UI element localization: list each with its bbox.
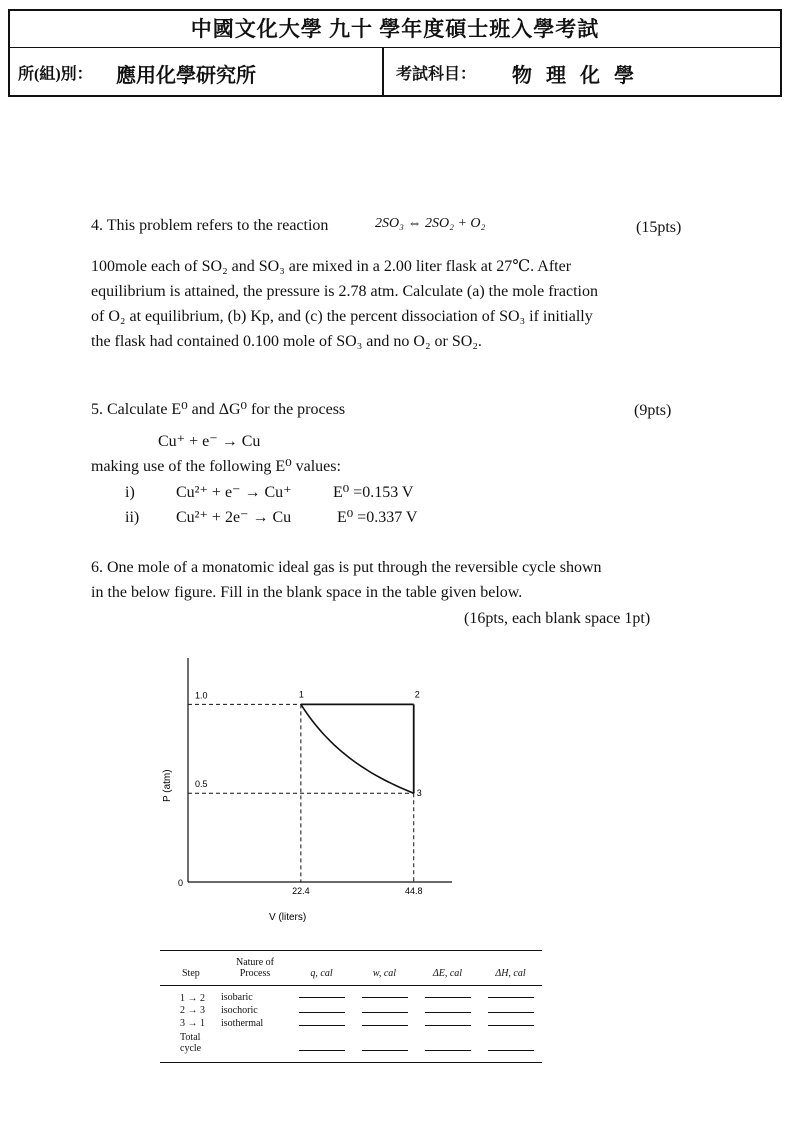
row-step: Total cycle xyxy=(180,1032,202,1054)
q4-equation: 2SO₃ ⇔ 2SO₂ + O₂ xyxy=(375,216,486,231)
header-divider xyxy=(382,48,384,96)
q4-body xyxy=(91,254,691,354)
blank-w-3[interactable] xyxy=(362,1024,408,1026)
blank-dH-3[interactable] xyxy=(488,1024,534,1026)
q5-process: Cu⁺ + e⁻ → Cu xyxy=(158,433,261,450)
q6-body xyxy=(91,555,711,605)
blank-dE-total[interactable] xyxy=(425,1049,471,1051)
q5-intro: making use of the following E⁰ values: xyxy=(91,458,341,475)
row-step: 3 → 1 xyxy=(180,1018,205,1029)
table-row xyxy=(160,986,542,1005)
process-table-wrap xyxy=(160,950,542,1063)
subject-label: 考試科目： xyxy=(396,66,477,83)
q5-item-2-num: ii) xyxy=(125,509,140,526)
blank-w-total[interactable] xyxy=(362,1049,408,1051)
q4-line-1: 100mole each of SO₂ and SO₃ are mixed in a 2.00 liter flask at 27℃. After xyxy=(91,258,572,275)
table-row xyxy=(160,1017,542,1030)
q4-points: (15pts) xyxy=(636,219,682,236)
blank-dE-3[interactable] xyxy=(425,1024,471,1026)
q5-item-2-value: E⁰ =0.337 V xyxy=(337,509,418,526)
q6-line-1: 6. One mole of a monatomic ideal gas is put through the reversible cycle shown xyxy=(91,559,602,576)
blank-q-2[interactable] xyxy=(299,1011,345,1013)
subject-value: 物理化學 xyxy=(512,65,648,87)
col-q: q, cal xyxy=(310,968,333,979)
row-nature xyxy=(220,1030,290,1062)
y-axis-label: P (atm) xyxy=(162,769,173,802)
q5-item-1-value: E⁰ =0.153 V xyxy=(333,484,414,501)
blank-q-3[interactable] xyxy=(299,1024,345,1026)
q5-points: (9pts) xyxy=(634,402,672,419)
exam-title: 中國文化大學 九十 學年度碩士班入學考試 xyxy=(10,11,780,48)
blank-dE-2[interactable] xyxy=(425,1011,471,1013)
blank-w-1[interactable] xyxy=(362,996,408,998)
blank-dH-1[interactable] xyxy=(488,996,534,998)
col-nature: Nature of Process xyxy=(235,957,275,979)
row-nature: isochoric xyxy=(221,1005,258,1016)
blank-w-2[interactable] xyxy=(362,1011,408,1013)
q5-item-1-reaction: Cu²⁺ + e⁻ → Cu⁺ xyxy=(176,484,292,501)
table-header-row xyxy=(160,953,542,986)
blank-dH-total[interactable] xyxy=(488,1049,534,1051)
q4-line-2: equilibrium is attained, the pressure is 2.78 atm. Calculate (a) the mole fraction xyxy=(91,283,598,300)
cycle-segment-3-1 xyxy=(301,704,414,793)
q4-line-4: the flask had contained 0.100 mole of SO₃ and no O₂ or SO₂. xyxy=(91,333,482,350)
q5-item-2-reaction: Cu²⁺ + 2e⁻ → Cu xyxy=(176,509,292,526)
row-step: 1 → 2 xyxy=(180,992,205,1004)
row-nature: isobaric xyxy=(221,992,253,1003)
table-top-rule xyxy=(160,950,542,951)
x-axis-label: V (liters) xyxy=(269,912,307,923)
exam-header xyxy=(8,9,782,97)
point-label: 1 xyxy=(298,689,304,700)
row-nature: isothermal xyxy=(221,1018,264,1029)
blank-dE-1[interactable] xyxy=(425,996,471,998)
q6-line-2: in the below figure. Fill in the blank space in the table given below. xyxy=(91,584,523,601)
table-bottom-rule xyxy=(160,1062,542,1063)
row-step: 2 → 3 xyxy=(180,1005,205,1016)
table-row xyxy=(160,1004,542,1017)
q6-points: (16pts, each blank space 1pt) xyxy=(464,610,651,627)
y-tick-label: 0.5 xyxy=(195,779,208,790)
col-step: Step xyxy=(182,968,200,979)
department-value: 應用化學研究所 xyxy=(116,65,256,87)
y-tick-label: 1.0 xyxy=(195,690,208,701)
q5-label: 5. Calculate E⁰ and ΔG⁰ for the process xyxy=(91,401,346,418)
plot-area xyxy=(162,658,452,923)
origin-label: 0 xyxy=(178,878,184,888)
x-tick-label: 22.4 xyxy=(292,886,310,896)
blank-q-1[interactable] xyxy=(299,996,345,998)
point-label: 3 xyxy=(416,788,422,799)
table-row xyxy=(160,1030,542,1062)
x-tick-label: 44.8 xyxy=(404,886,423,896)
blank-dH-2[interactable] xyxy=(488,1011,534,1013)
pv-cycle-chart xyxy=(150,650,470,930)
q5-item-1-num: i) xyxy=(125,484,135,501)
q4-label: 4. This problem refers to the reaction xyxy=(91,217,329,234)
q4-line-3: of O₂ at equilibrium, (b) Kp, and (c) the percent dissociation of SO₃ if initially xyxy=(91,308,593,325)
blank-q-total[interactable] xyxy=(299,1049,345,1051)
col-w: w, cal xyxy=(372,968,397,979)
process-table xyxy=(160,953,542,1062)
department-label: 所(組)別： xyxy=(18,66,93,83)
col-dH: ΔH, cal xyxy=(495,968,526,979)
col-dE: ΔE, cal xyxy=(432,968,463,979)
point-label: 2 xyxy=(414,689,420,700)
